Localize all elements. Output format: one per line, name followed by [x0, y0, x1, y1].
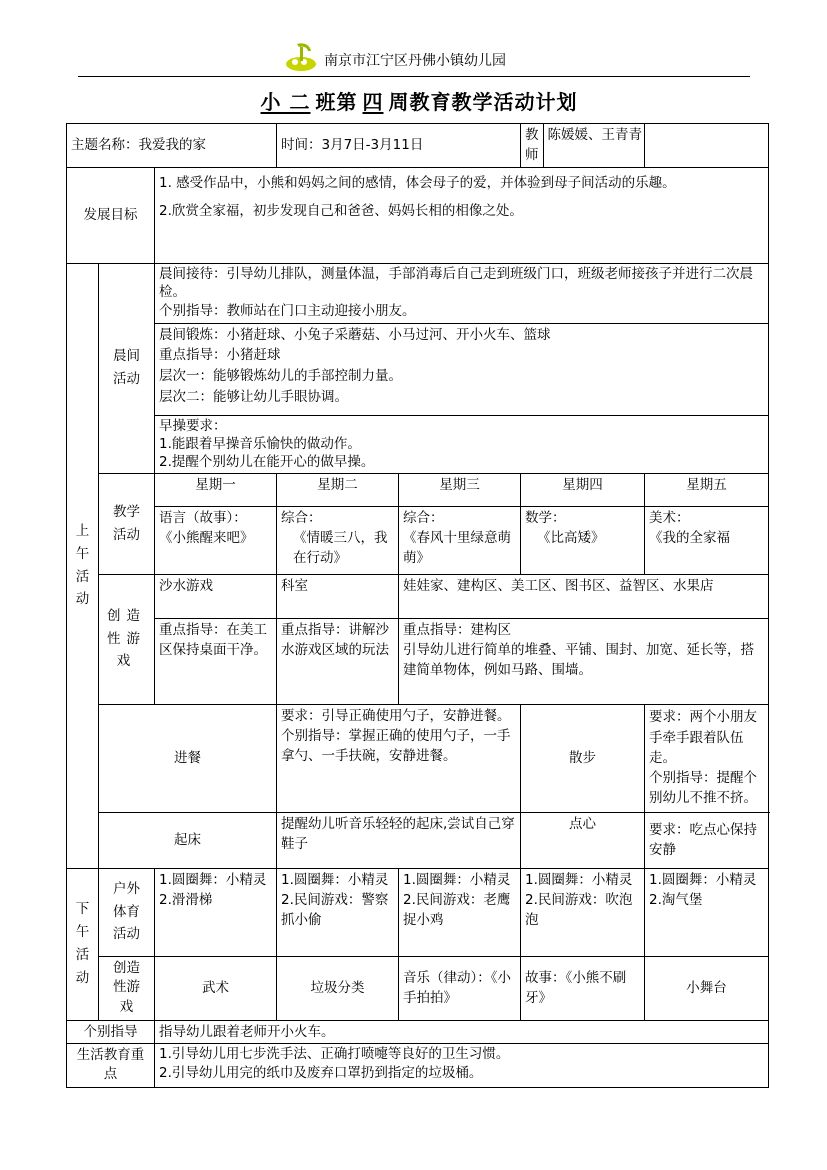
- afternoon-section-label: 下午活动: [67, 868, 99, 1020]
- afternoon-creative-tue: 垃圾分类: [277, 956, 399, 1020]
- wake-content: 提醒幼儿听音乐轻轻的起床,尝试自己穿鞋子: [277, 812, 521, 868]
- meal-requirement: 要求：引导正确使用勺子，安静进餐。: [281, 707, 511, 724]
- teaching-mon: 语言（故事）： 《小熊醒来吧》: [155, 506, 277, 574]
- creative-area-tue: 科室: [277, 574, 399, 618]
- teaching-label: 教学活动: [99, 473, 155, 574]
- teaching-thu: 数学： 《比高矮》: [521, 506, 645, 574]
- morning-section-label: 上午活动: [67, 263, 99, 868]
- meal-label: 进餐: [99, 704, 277, 812]
- exercise-level-1: 层次一：能够锻炼幼儿的手部控制力量。: [159, 368, 402, 385]
- teacher-label: 教师 陈媛媛、王青青: [521, 124, 645, 168]
- walk-guidance: 个别指导：提醒个别幼儿不推不挤。: [649, 770, 758, 807]
- exercise-content: [155, 323, 769, 415]
- creative-guide-mon: 重点指导：在美工区保持桌面干净。: [155, 618, 277, 704]
- life-education-row: [67, 1043, 769, 1087]
- afternoon-creative-fri: 小舞台: [645, 956, 769, 1020]
- page-header: [78, 38, 750, 77]
- exercise-list: 晨间锻炼：小猪赶球、小兔子采蘑菇、小马过河、开小火车、篮球: [159, 326, 551, 343]
- walk-label: 散步: [521, 704, 645, 812]
- day-fri: 星期五: [645, 473, 769, 506]
- day-thu: 星期四: [521, 473, 645, 506]
- day-mon: 星期一: [155, 473, 277, 506]
- life-item-2: 2.引导幼儿用完的纸巾及废弃口罩扔到指定的垃圾桶。: [159, 1064, 483, 1081]
- life-content: [155, 1043, 769, 1087]
- snack-content: 要求：吃点心保持安静: [645, 812, 769, 868]
- creative-guide-row: [67, 618, 769, 704]
- reception-content: [155, 263, 769, 323]
- creative-label: 创造性游戏: [99, 574, 155, 704]
- life-label: 生活教育重 点: [67, 1043, 155, 1087]
- gym-req-1: 1.能跟着早操音乐愉快的做动作。: [159, 435, 361, 452]
- teacher-cell-end: [645, 124, 769, 168]
- title-rest: 周教育教学活动计划: [388, 90, 578, 114]
- teacher-names: 陈媛媛、王青青: [547, 127, 643, 143]
- outdoor-label: 户外体育活动: [99, 868, 155, 956]
- creative-area-row: [67, 574, 769, 618]
- exercise-level-2: 层次二：能够让幼儿手眼协调。: [159, 389, 348, 406]
- page-title: [66, 86, 767, 115]
- weekly-plan-table: [66, 123, 769, 1088]
- week-number: 四: [362, 90, 384, 114]
- wake-row: [67, 812, 769, 868]
- gym-content: [155, 415, 769, 473]
- morning-activity-label: 晨间活动: [99, 263, 155, 473]
- wake-label: 起床: [99, 812, 277, 868]
- walk-content: [645, 704, 769, 812]
- goals-row: [67, 167, 769, 263]
- goal-2: 2.欣赏全家福，初步发现自己和爸爸、妈妈长相的相像之处。: [159, 202, 523, 219]
- outdoor-row: [67, 868, 769, 956]
- creative-guide-detail: 引导幼儿进行简单的堆叠、平铺、围封、加宽、延长等，搭建简单物体，例如马路、围墙。: [403, 641, 754, 678]
- day-wed: 星期三: [399, 473, 521, 506]
- meal-guidance: 个别指导：掌握正确的使用勺子，一手拿勺、一手扶碗，安静进餐。: [281, 727, 511, 764]
- individual-label: 个别指导: [67, 1020, 155, 1043]
- teaching-wed: 综合： 《春风十里绿意萌萌》: [399, 506, 521, 574]
- outdoor-thu: 1.圆圈舞：小精灵 2.民间游戏：吹泡泡: [521, 868, 645, 956]
- goals-label: 发展目标: [67, 167, 155, 263]
- time-range: 时间：3月7日-3月11日: [277, 124, 521, 168]
- gym-title: 早操要求：: [159, 417, 227, 434]
- outdoor-fri: 1.圆圈舞：小精灵 2.淘气堡: [645, 868, 769, 956]
- outdoor-wed: 1.圆圈舞：小精灵 2.民间游戏：老鹰捉小鸡: [399, 868, 521, 956]
- teaching-fri: 美术： 《我的全家福: [645, 506, 769, 574]
- afternoon-creative-wed: 音乐（律动）：《小手拍拍》: [399, 956, 521, 1020]
- outdoor-mon: 1.圆圈舞：小精灵 2.滑滑梯: [155, 868, 277, 956]
- afternoon-creative-thu: 故事：《小熊不刷牙》: [521, 956, 645, 1020]
- teaching-row: [67, 506, 769, 574]
- theme-name: 主题名称：我爱我的家: [67, 124, 277, 168]
- afternoon-creative-mon: 武术: [155, 956, 277, 1020]
- creative-guide-rest: [399, 618, 769, 704]
- morning-reception-row: [67, 263, 769, 323]
- goals-content: [155, 167, 769, 263]
- title-mid: 班第: [315, 90, 358, 114]
- creative-area-rest: 娃娃家、建构区、美工区、图书区、益智区、水果店: [399, 574, 769, 618]
- reception-guidance: 个别指导：教师站在门口主动迎接小朋友。: [159, 303, 416, 320]
- info-row: [67, 124, 769, 168]
- outdoor-tue: 1.圆圈舞：小精灵 2.民间游戏：警察抓小偷: [277, 868, 399, 956]
- life-item-1: 1.引导幼儿用七步洗手法、正确打喷嚏等良好的卫生习惯。: [159, 1045, 510, 1062]
- individual-row: [67, 1020, 769, 1043]
- meal-row: [67, 704, 769, 812]
- day-tue: 星期二: [277, 473, 399, 506]
- snack-label: 点心: [521, 812, 645, 868]
- creative-guide-tue: 重点指导：讲解沙水游戏区域的玩法: [277, 618, 399, 704]
- goal-1: 1. 感受作品中，小熊和妈妈之间的感情，体会母子的爱，并体验到母子间活动的乐趣。: [159, 174, 676, 191]
- school-name: 南京市江宁区丹佛小镇幼儿园: [324, 53, 506, 69]
- weekday-header-row: [67, 473, 769, 506]
- afternoon-creative-label: 创造性游戏: [99, 956, 155, 1020]
- creative-area-mon: 沙水游戏: [155, 574, 277, 618]
- walk-requirement: 要求：两个小朋友手牵手跟着队伍走。: [649, 709, 758, 766]
- morning-exercise-row: [67, 323, 769, 415]
- teaching-tue: 综合： 《情暖三八，我在行动》: [277, 506, 399, 574]
- exercise-focus: 重点指导：小猪赶球: [159, 347, 281, 364]
- individual-content: 指导幼儿跟着老师开小火车。: [155, 1020, 769, 1043]
- class-name: 小 二: [260, 90, 311, 114]
- creative-guide-focus: 重点指导：建构区: [403, 621, 511, 638]
- afternoon-creative-row: [67, 956, 769, 1020]
- morning-gym-row: [67, 415, 769, 473]
- kindergarten-logo-icon: [284, 41, 318, 73]
- reception-text: 晨间接待：引导幼儿排队，测量体温，手部消毒后自己走到班级门口，班级老师接孩子并进行二次晨检。: [159, 265, 753, 301]
- meal-content: [277, 704, 521, 812]
- gym-req-2: 2.提醒个别幼儿在能开心的做早操。: [159, 453, 375, 470]
